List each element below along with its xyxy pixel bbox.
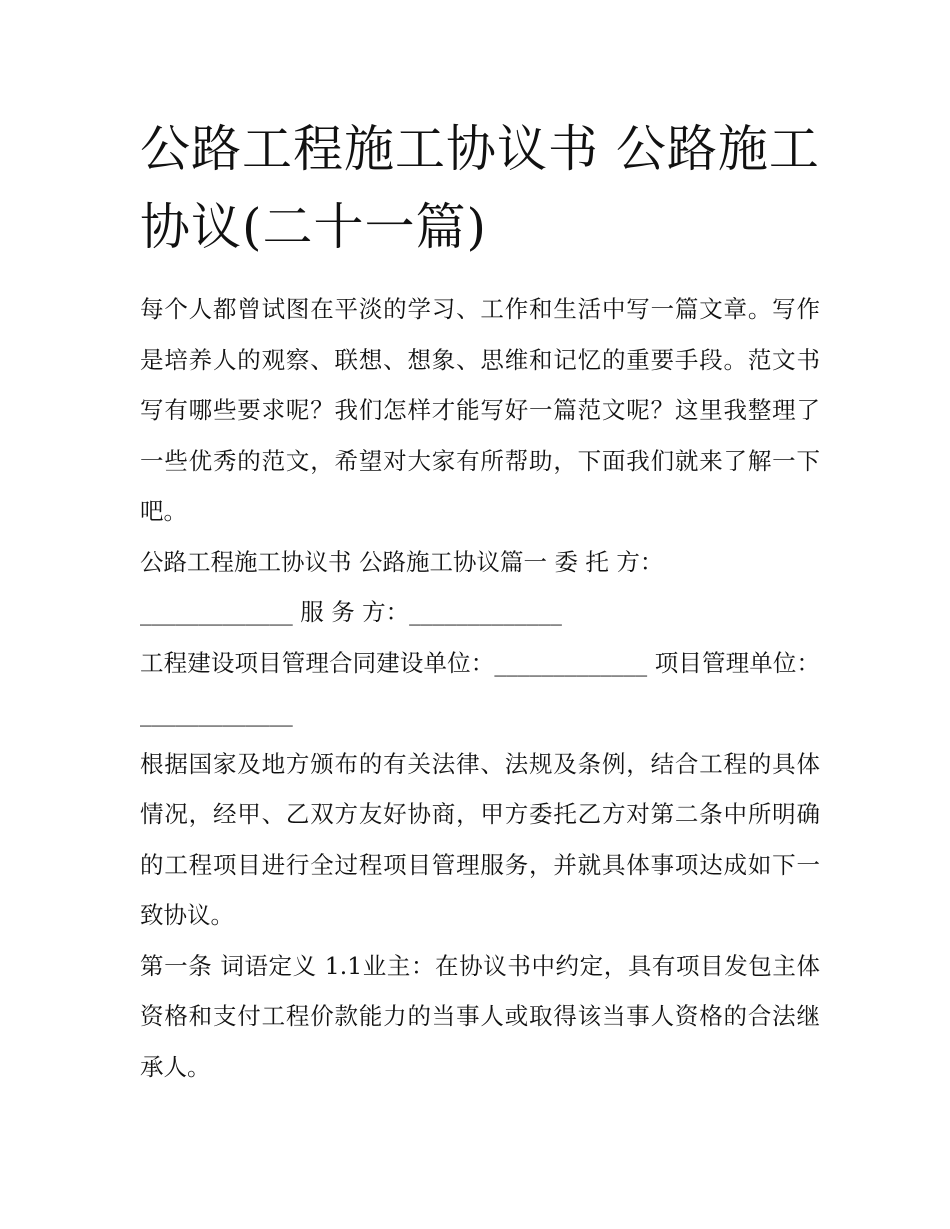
construction-unit-line: 工程建设项目管理合同建设单位：_____________ 项目管理单位：_____________ [140, 648, 820, 727]
agreement-heading-line: 公路工程施工协议书 公路施工协议篇一 委 托 方： [140, 547, 664, 576]
article-one-paragraph: 第一条 词语定义 1.1业主：在协议书中约定，具有项目发包主体资格和支付工程价款能力的当事人或取得该当事人资格的合法继承人。 [140, 951, 820, 1081]
service-party-line: _____________ 服 务 方：_____________ [140, 598, 562, 626]
basis-paragraph: 根据国家及地方颁布的有关法律、法规及条例，结合工程的具体情况，经甲、乙双方友好协商，甲方委托乙方对第二条中所明确的工程项目进行全过程项目管理服务，并就具体事项达成如下一致协议。 [140, 749, 820, 929]
document-title: 公路工程施工协议书 公路施工协议(二十一篇) [140, 120, 820, 256]
intro-paragraph: 每个人都曾试图在平淡的学习、工作和生活中写一篇文章。写作是培养人的观察、联想、想象、思维和记忆的重要手段。范文书写有哪些要求呢？我们怎样才能写好一篇范文呢？这里我整理了一些优秀的范文，希望对大家有所帮助，下面我们就来了解一下吧。 [140, 295, 820, 525]
document-page [140, 110, 820, 1092]
